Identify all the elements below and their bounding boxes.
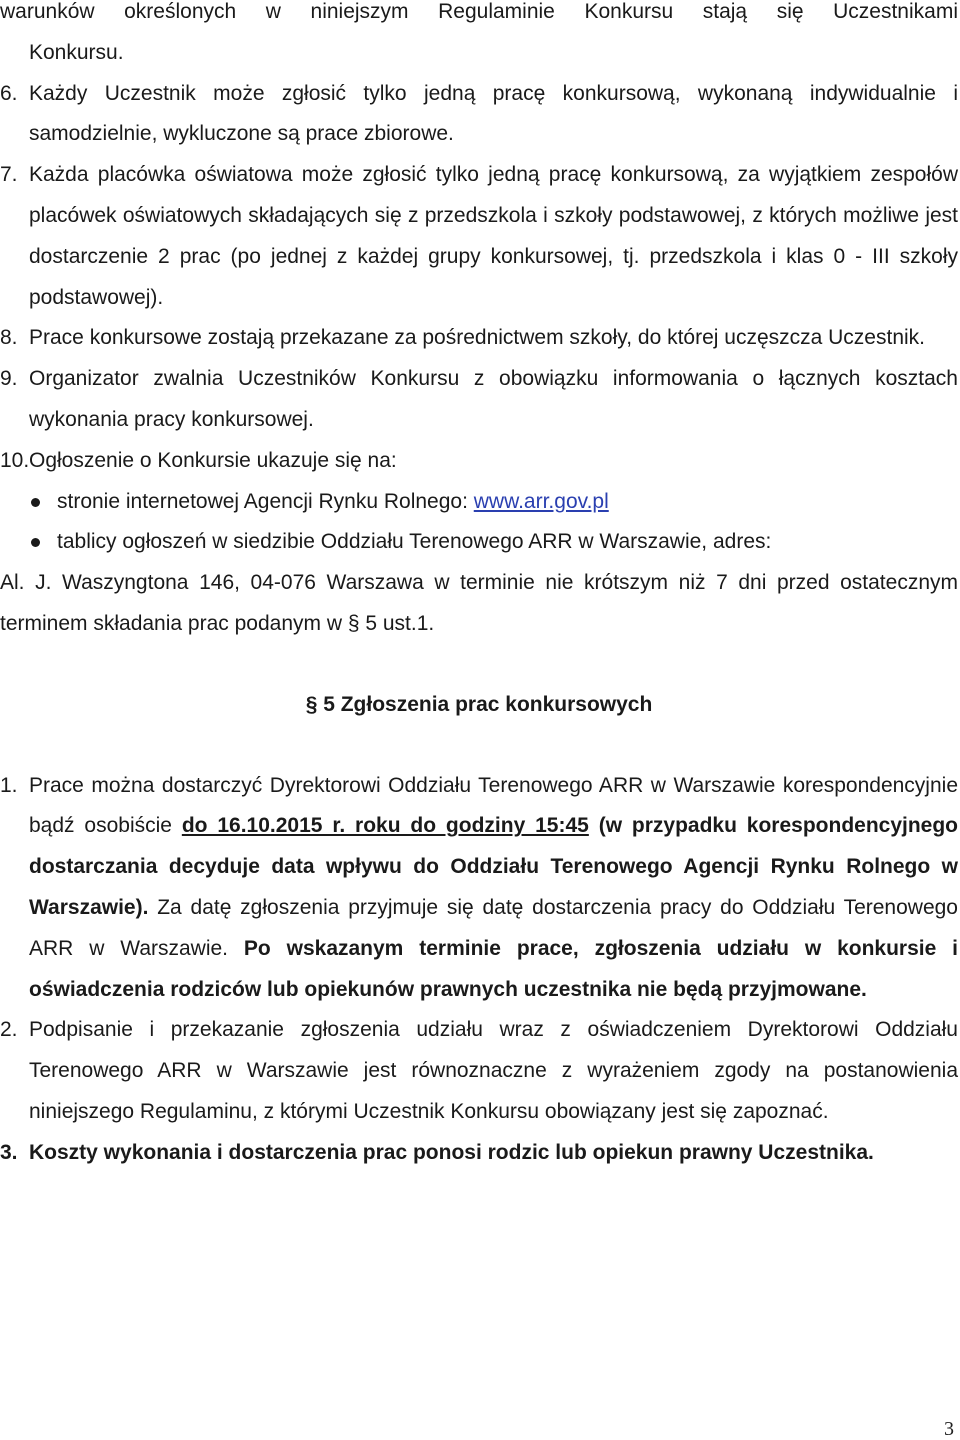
bullet-item-website bbox=[0, 482, 958, 523]
bullet-icon bbox=[31, 498, 40, 507]
page-number: 3 bbox=[944, 1418, 954, 1440]
paragraph-8-number: 8. bbox=[0, 326, 18, 350]
section5-p1-bold-warning: Po wskazanym terminie prace, zgłoszenia udziału w konkursie i oświadczenia rodziców lub opiekunów prawnych uczestnika nie będą przyjmowane. bbox=[29, 936, 959, 1001]
paragraph-6-text: Każdy Uczestnik może zgłosić tylko jedną pracę konkursową, wykonaną indywidualnie i samodzielnie, wykluczone są prace zbiorowe. bbox=[29, 81, 958, 146]
arr-website-link[interactable]: www.arr.gov.pl bbox=[473, 489, 609, 513]
paragraph-7 bbox=[0, 155, 958, 318]
paragraph-6 bbox=[0, 74, 958, 156]
section-heading-text: § 5 Zgłoszenia prac konkursowych bbox=[305, 692, 653, 716]
paragraph-10-text: Ogłoszenie o Konkursie ukazuje się na: bbox=[29, 448, 397, 472]
address-text: Al. J. Waszyngtona 146, 04-076 Warszawa w terminie nie krótszym niż 7 dni przed ostatecznym terminem składania prac podanym w § 5 ust.1. bbox=[0, 571, 958, 635]
section5-p1-text-b: Za datę zgłoszenia przyjmuje się datę dostarczenia pracy do Oddziału Terenowego ARR w Warszawie. bbox=[29, 895, 958, 960]
paragraph-10-number: 10. bbox=[0, 448, 30, 472]
bullet-item-noticeboard bbox=[0, 522, 958, 563]
section5-p2-text: Podpisanie i przekazanie zgłoszenia udziału wraz z oświadczeniem Dyrektorowi Oddziału Terenowego ARR w Warszawie jest równoznaczne z wyrażeniem zgody na postanowienia niniejszego Regulaminu, z którymi Uczestnik Konkursu obowiązany jest się zapoznać. bbox=[29, 1018, 958, 1123]
section5-paragraph-3 bbox=[0, 1133, 958, 1174]
paragraph-8-text: Prace konkursowe zostają przekazane za pośrednictwem szkoły, do której uczęszcza Uczestnik. bbox=[29, 326, 925, 350]
intro-line-2: Konkursu. bbox=[29, 40, 124, 64]
paragraph-10 bbox=[0, 441, 958, 482]
section-heading bbox=[0, 685, 958, 726]
section5-p1-text-a: Prace można dostarczyć Dyrektorowi Oddziału Terenowego ARR w Warszawie korespondencyjnie bądź osobiście bbox=[29, 773, 958, 838]
bullet-icon bbox=[31, 538, 40, 547]
deadline-text: do 16.10.2015 r. roku do godziny 15:45 bbox=[181, 814, 589, 838]
section5-paragraph-2 bbox=[0, 1010, 958, 1132]
bullet-website-text: stronie internetowej Agencji Rynku Rolnego: bbox=[57, 489, 474, 513]
paragraph-9-text: Organizator zwalnia Uczestników Konkursu z obowiązku informowania o łącznych kosztach wykonania pracy konkursowej. bbox=[29, 367, 958, 431]
section5-paragraph-1-number: 1. bbox=[0, 773, 18, 797]
section5-paragraph-2-number: 2. bbox=[0, 1018, 18, 1042]
paragraph-8 bbox=[0, 318, 958, 359]
section5-p3-text: Koszty wykonania i dostarczenia prac ponosi rodzic lub opiekun prawny Uczestnika. bbox=[29, 1140, 874, 1164]
paragraph-7-text: Każda placówka oświatowa może zgłosić tylko jedną pracę konkursową, za wyjątkiem zespołów placówek oświatowych składających się z przedszkola i szkoły podstawowej, z których możliwe jest dostarczenie 2 prac (po jednej z każdej grupy konkursowej, tj. przedszkola i klas 0 - III szkoły podstawowej). bbox=[29, 163, 958, 309]
section5-p1-bold-note: (w przypadku korespondencyjnego dostarczania decyduje data wpływu do Oddziału Terenowego Agencji Rynku Rolnego w Warszawie). bbox=[29, 814, 959, 919]
paragraph-9-number: 9. bbox=[0, 367, 18, 391]
section5-paragraph-1 bbox=[0, 766, 958, 1011]
paragraph-6-number: 6. bbox=[0, 81, 18, 105]
paragraph-9 bbox=[0, 359, 958, 441]
intro-paragraph bbox=[0, 0, 958, 74]
intro-line-1: warunków określonych w niniejszym Regulaminie Konkursu stają się Uczestnikami bbox=[0, 0, 958, 23]
bullet-noticeboard-text: tablicy ogłoszeń w siedzibie Oddziału Terenowego ARR w Warszawie, adres: bbox=[57, 530, 772, 554]
section5-paragraph-3-number: 3. bbox=[0, 1140, 18, 1164]
address-paragraph bbox=[0, 563, 958, 645]
paragraph-7-number: 7. bbox=[0, 163, 18, 187]
